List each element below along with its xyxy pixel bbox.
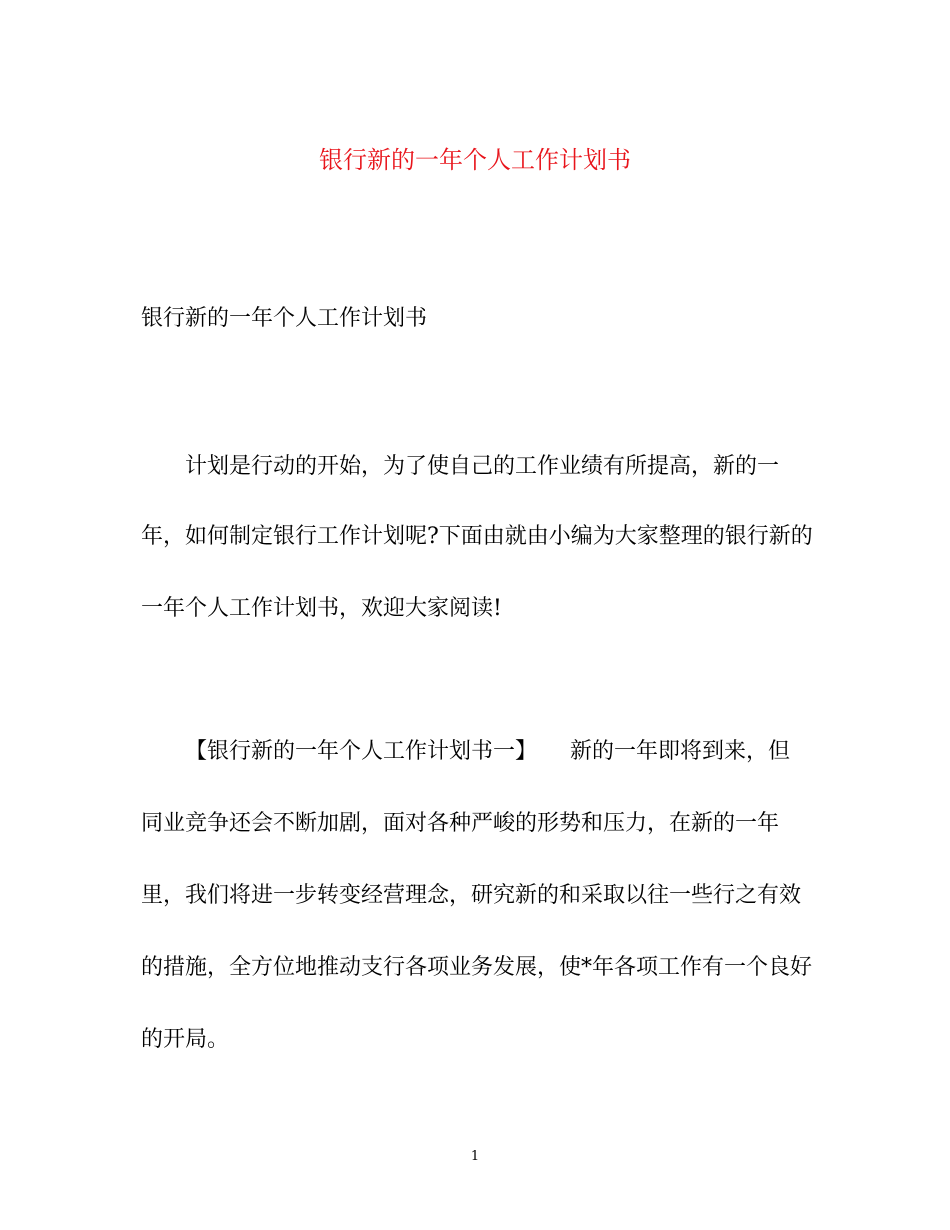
paragraph-line: 计划是行动的开始，为了使自己的工作业绩有所提高，新的一 <box>185 454 780 479</box>
paragraph-line: 一年个人工作计划书，欢迎大家阅读! <box>141 596 502 621</box>
paragraph-line: 年，如何制定银行工作计划呢?下面由就由小编为大家整理的银行新的 <box>141 524 813 549</box>
paragraph-line: 的措施，全方位地推动支行各项业务发展，使*年各项工作有一个良好 <box>141 955 813 980</box>
document-subtitle: 银行新的一年个人工作计划书 <box>141 306 428 331</box>
paragraph-line: 的开局。 <box>141 1027 230 1052</box>
paragraph-line: 里，我们将进一步转变经营理念，研究新的和采取以往一些行之有效 <box>141 883 802 908</box>
page-number: 1 <box>470 1149 480 1164</box>
document-title: 银行新的一年个人工作计划书 <box>319 146 631 174</box>
paragraph-line: 同业竞争还会不断加剧，面对各种严峻的形势和压力，在新的一年 <box>141 811 780 836</box>
paragraph-line: 【银行新的一年个人工作计划书一】 新的一年即将到来，但 <box>185 739 791 764</box>
